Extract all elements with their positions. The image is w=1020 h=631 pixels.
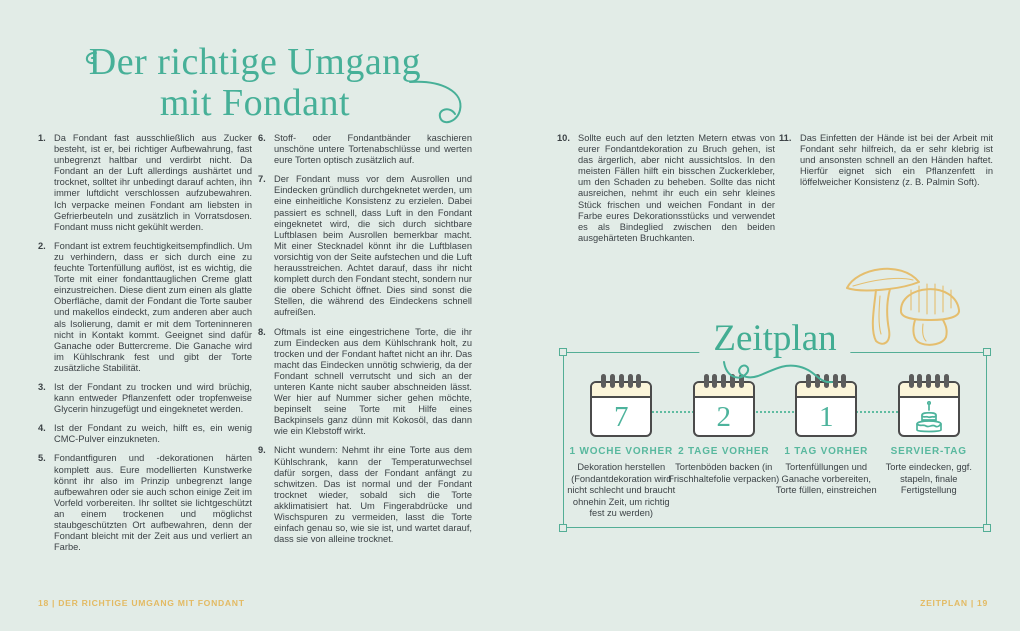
calendar-rings — [795, 374, 857, 388]
calendar-body — [693, 381, 755, 437]
tip-number: 11. — [779, 133, 792, 143]
tip-text: Ist der Fondant zu weich, hilft es, ein wenig CMC-Pulver einzukneten. — [54, 423, 252, 445]
tip-number: 8. — [258, 326, 266, 337]
tip-item-1 — [38, 133, 252, 233]
tips-column-4 — [779, 133, 993, 196]
tip-item-10 — [557, 133, 775, 244]
milestone-1-day-before — [775, 374, 878, 527]
calendar-rings — [693, 374, 755, 388]
tip-item-8 — [258, 327, 472, 438]
page-title — [38, 42, 472, 124]
tip-number: 2. — [38, 240, 46, 251]
milestone-label: 2 TAGE VORHER — [678, 446, 770, 457]
calendar-icon — [590, 374, 652, 437]
tips-column-3 — [557, 133, 775, 252]
calendar-icon — [693, 374, 755, 437]
calendar-icon — [898, 374, 960, 437]
milestone-2-days-before — [668, 374, 780, 527]
tips-column-2 — [258, 133, 472, 553]
tip-number: 6. — [258, 133, 266, 143]
tip-item-4 — [38, 423, 252, 445]
tip-text: Fondant ist extrem feuchtigkeitsempfindlich. Um zu verhindern, dass er sich durch eine zu feuchte Tortenfüllung auflöst, ist es wichtig, die Torte mit einer fondanttauglichen Creme glatt einzustreichen. Diese dient zum einen als glatte Oberfläche, damit der Fondant die Torte sauber und makellos eindeckt, zum anderen aber auch als Isolierung, damit er mit dem Torteninneren nicht in Kontakt kommt. Geeignet sind dafür Ganache oder Buttercreme. Die Ganache wird im Kühlschrank fest und gibt der Torte zusätzliche Stabilität. — [54, 240, 252, 373]
calendar-body — [590, 381, 652, 437]
milestone-description: Torte eindecken, ggf. stapeln, finale Fertigstellung — [885, 462, 972, 496]
calendar-day-number: 7 — [614, 401, 629, 433]
tip-number: 5. — [38, 453, 46, 464]
tip-item-7 — [258, 174, 472, 318]
tip-number: 1. — [38, 133, 46, 143]
milestone-label: 1 WOCHE VORHER — [569, 446, 673, 457]
birthday-cake-icon — [900, 398, 958, 437]
tip-text: Da Fondant fast ausschließlich aus Zucker besteht, ist er, bei richtiger Aufbewahrung, fast unbegrenzt haltbar und verdirbt nicht. Da Fondant an der Luft allerdings aushärtet und trocknet, solltet ihr unbedingt darauf achten, ihn immer luftdicht verschlossen aufzubewahren. Ich verpacke meinen Fondant am liebsten in Gefrierbeuteln und zusätzlich in Vorratsdosen. Fondant muss nicht gekühlt werden. — [54, 133, 252, 232]
calendar-rings — [898, 374, 960, 388]
milestone-description: Tortenböden backen (in Frischhaltefolie verpacken) — [668, 462, 780, 484]
milestone-serving-day — [878, 374, 981, 527]
page-title-line1: Der richtige Umgang — [88, 41, 422, 83]
tip-text: Fondantfiguren und -dekorationen härten komplett aus. Eure modellierten Kunstwerke könnt ihr also im Prinzip unbegrenzt lange aufbewahren oder sie auch schon einige Zeit im Vorfeld vorbereiten. Ihr solltet sie lichtgeschützt an einem trockenen und möglichst staubgeschützten Ort aufbewahren, denn der Fondant bleicht mit der Zeit aus und verliert an Farbe. — [54, 453, 252, 553]
milestone-label: SERVIER-TAG — [890, 446, 967, 457]
tip-item-11 — [779, 133, 993, 188]
footer-left-running-title: 18 | DER RICHTIGE UMGANG MIT FONDANT — [38, 598, 245, 608]
tips-column-1 — [38, 133, 252, 561]
milestone-description: Tortenfüllungen und Ganache vorbereiten, Torte füllen, einstreichen — [775, 462, 877, 496]
tip-number: 4. — [38, 423, 46, 434]
tip-item-6 — [258, 133, 472, 166]
tip-number: 9. — [258, 445, 266, 456]
tip-text: Der Fondant muss vor dem Ausrollen und Eindecken gründlich durchgeknetet werden, um eine einheitliche Konsistenz zu erzielen. Dabei passiert es schnell, dass Luft in den Fondant eingeknetet wird, die sich durch sichtbare Luftblasen beim Ausrollen bemerkbar macht. Mit einer Stecknadel könnt ihr die Luftblasen vorsichtig von der Seite aufstechen und die Luft herausstreichen. Achtet darauf, dass ihr nicht komplett durch den Fondant stecht, sondern nur die obere Schicht öffnet. Dies sind sonst die Stellen, die während des Eindeckens schnell aufreißen. — [274, 174, 472, 318]
calendar-day-number: 2 — [716, 401, 731, 433]
tip-item-9 — [258, 445, 472, 545]
mushroom-icons — [843, 252, 971, 348]
tip-text: Nicht wundern: Nehmt ihr eine Torte aus dem Kühlschrank, kann der Temperaturwechsel dafür sorgen, dass der Fondant anfängt zu schwitzen. Das ist normal und der Fondant trocknet wieder, sobald sich die Torte akklimatisiert hat. Um Fingerabdrücke und Wischspuren zu vermeiden, lasst die Torte einfach genau so, wie sie ist, und wartet darauf, dass sie von alleine trocknet. — [274, 445, 472, 545]
tip-text: Das Einfetten der Hände ist bei der Arbeit mit Fondant sehr hilfreich, da er sehr klebrig ist und ansonsten schnell an den Händen haftet. Hierfür eignet sich ein Pflanzenfett in löffelweicher Konsistenz (z. B. Palmin Soft). — [800, 133, 993, 188]
footer-right-running-title: ZEITPLAN | 19 — [920, 598, 988, 608]
page-title-line2: mit Fondant — [159, 82, 351, 125]
tip-number: 3. — [38, 381, 46, 392]
calendar-icon — [795, 374, 857, 437]
calendar-day-number: 1 — [819, 401, 834, 433]
milestone-label: 1 TAG VORHER — [784, 446, 869, 457]
tip-item-2 — [38, 241, 252, 374]
milestone-row — [564, 353, 986, 527]
tip-text: Oftmals ist eine eingestrichene Torte, die ihr zum Eindecken aus dem Kühlschrank holt, zu trocken und der Fondant haftet nicht an ihr. Das macht das Eindecken unnötig schwierig, da der Fondant schnell verrutscht und sich an der unteren Kante nicht sauber abschneiden lässt. Wer hier auf Nummer sicher gehen möchte, bepinselt seine Torte mit Hilfe eines Backpinsels ganz dünn mit Kokosöl, das dann wie ein Klebstoff wirkt. — [274, 326, 472, 437]
tip-item-3 — [38, 382, 252, 415]
milestone-1-week-before — [567, 374, 676, 527]
tip-text: Sollte euch auf den letzten Metern etwas von eurer Fondantdekoration zu Bruch gehen, ist das ärgerlich, aber nicht aussichtslos. In den meisten Fällen hilft ein bisschen Zuckerkleber, um den Schaden zu beheben. Sollte das nicht ausreichen, nehmt ihr euch ein sehr kleines Stück frischen und weichen Fondant in der Farbe eures Dekorationsstücks und verwendet es als Bindeglied zwischen den beiden ausgehärteten Bruchkanten. — [578, 133, 775, 243]
milestone-description: Dekoration herstellen (Fondantdekoration wird nicht schlecht und braucht ohnehin Zeit, um richtig fest zu werden) — [567, 462, 676, 519]
tip-item-5 — [38, 453, 252, 553]
calendar-body — [795, 381, 857, 437]
tip-text: Stoff- oder Fondantbänder kaschieren unschöne untere Tortenabschlüsse und werten eure Torten optisch zusätzlich auf. — [274, 133, 472, 166]
tip-number: 10. — [557, 133, 570, 143]
zeitplan-box — [563, 352, 987, 528]
tip-text: Ist der Fondant zu trocken und wird brüchig, kann entweder Pflanzenfett oder tropfenweise Glycerin hinzugefügt und eingeknetet werden. — [54, 381, 252, 415]
tip-number: 7. — [258, 174, 266, 185]
calendar-rings — [590, 374, 652, 388]
zeitplan-heading: Zeitplan — [699, 316, 850, 362]
calendar-body — [898, 381, 960, 437]
